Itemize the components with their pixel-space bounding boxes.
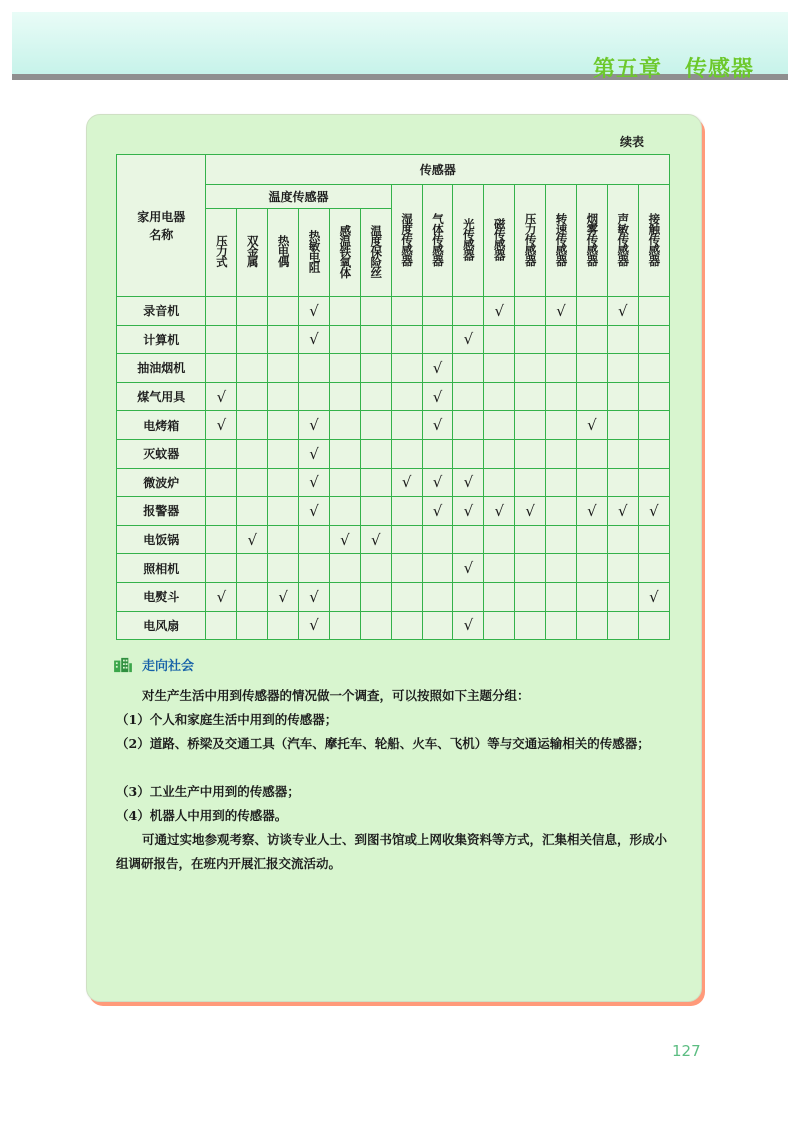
table-cell <box>360 611 391 640</box>
table-cell <box>638 554 669 583</box>
check-mark: √ <box>463 559 474 578</box>
column-header <box>638 185 669 297</box>
table-cell <box>299 554 330 583</box>
page-number: 127 <box>672 1042 701 1060</box>
table-cell <box>515 497 546 526</box>
check-mark: √ <box>340 530 350 549</box>
table-cell <box>515 439 546 468</box>
check-mark: √ <box>309 330 319 349</box>
table-cell <box>607 497 638 526</box>
table-caption: 续表 <box>620 135 645 149</box>
table-cell <box>299 439 330 468</box>
check-mark: √ <box>309 501 319 520</box>
table-cell <box>206 497 237 526</box>
table-cell <box>484 411 515 440</box>
table-cell <box>484 325 515 354</box>
page-header <box>12 12 788 80</box>
building-icon <box>112 657 134 673</box>
table-cell <box>299 411 330 440</box>
check-mark: √ <box>617 301 628 320</box>
check-mark: √ <box>216 587 227 606</box>
check-mark: √ <box>494 301 505 320</box>
table-cell <box>237 468 268 497</box>
table-cell <box>329 354 360 383</box>
check-mark: √ <box>432 416 443 435</box>
table-cell <box>360 439 391 468</box>
table-cell <box>515 297 546 326</box>
column-header-label: 湿度传感器 <box>400 212 415 266</box>
table-cell <box>391 297 422 326</box>
column-header <box>607 185 638 297</box>
society-item-1: （1）个人和家庭生活中用到的传感器； <box>116 712 338 727</box>
table-cell <box>546 411 577 440</box>
table-cell <box>576 611 607 640</box>
check-mark: √ <box>432 473 443 492</box>
column-header-label: 压力式 <box>214 235 229 267</box>
table-row <box>117 525 670 554</box>
table-cell <box>206 611 237 640</box>
check-mark: √ <box>587 501 597 520</box>
table-cell <box>422 554 453 583</box>
appliance-name: 录音机 <box>117 297 206 326</box>
check-mark: √ <box>309 301 319 320</box>
table-cell <box>484 582 515 611</box>
table-cell <box>329 382 360 411</box>
table-cell <box>422 439 453 468</box>
table-cell <box>576 497 607 526</box>
appliance-name: 计算机 <box>117 325 206 354</box>
check-mark: √ <box>556 301 566 320</box>
table-cell <box>453 354 484 383</box>
table-cell <box>329 525 360 554</box>
corner-header <box>117 155 206 297</box>
column-header <box>422 185 453 297</box>
table-cell <box>484 382 515 411</box>
table-cell <box>484 297 515 326</box>
table-cell <box>206 297 237 326</box>
column-header-label: 磁传感器 <box>492 218 507 260</box>
table-cell <box>453 611 484 640</box>
table-cell <box>329 439 360 468</box>
check-mark: √ <box>463 330 474 349</box>
table-cell <box>422 411 453 440</box>
check-mark: √ <box>617 501 628 520</box>
table-cell <box>237 325 268 354</box>
table-cell <box>299 497 330 526</box>
appliance-name: 灭蚊器 <box>117 439 206 468</box>
table-cell <box>206 525 237 554</box>
table-cell <box>206 325 237 354</box>
table-cell <box>206 439 237 468</box>
table-cell <box>391 468 422 497</box>
table-cell <box>329 297 360 326</box>
table-cell <box>576 439 607 468</box>
appliance-name: 电烤箱 <box>117 411 206 440</box>
table-cell <box>515 354 546 383</box>
table-cell <box>453 525 484 554</box>
table-cell <box>237 354 268 383</box>
table-cell <box>360 382 391 411</box>
table-cell <box>237 582 268 611</box>
table-cell <box>237 525 268 554</box>
column-header <box>329 209 360 297</box>
column-header-label: 双金属 <box>245 235 260 267</box>
table-cell <box>453 411 484 440</box>
table-row <box>117 354 670 383</box>
table-cell <box>268 354 299 383</box>
column-header <box>515 185 546 297</box>
table-cell <box>453 325 484 354</box>
table-cell <box>453 468 484 497</box>
column-header <box>237 209 268 297</box>
table-cell <box>638 582 669 611</box>
column-header <box>576 185 607 297</box>
column-header-label: 气体传感器 <box>431 212 445 266</box>
table-row <box>117 411 670 440</box>
column-header-label: 接触传感器 <box>647 212 662 266</box>
table-cell <box>546 382 577 411</box>
table-cell <box>515 582 546 611</box>
table-cell <box>237 497 268 526</box>
table-cell <box>422 297 453 326</box>
table-cell <box>484 468 515 497</box>
table-cell <box>299 525 330 554</box>
table-row <box>117 382 670 411</box>
table-cell <box>391 411 422 440</box>
column-header <box>360 209 391 297</box>
column-header-label: 转速传感器 <box>554 212 569 266</box>
table-cell <box>546 468 577 497</box>
table-cell <box>607 439 638 468</box>
corner-label: 家用电器名称 <box>137 209 186 242</box>
table-cell <box>546 354 577 383</box>
table-cell <box>453 582 484 611</box>
check-mark: √ <box>463 501 474 520</box>
table-cell <box>391 582 422 611</box>
table-cell <box>422 468 453 497</box>
check-mark: √ <box>309 616 319 635</box>
table-cell <box>607 611 638 640</box>
table-cell <box>268 325 299 354</box>
table-row <box>117 325 670 354</box>
table-cell <box>576 554 607 583</box>
table-cell <box>391 325 422 354</box>
table-cell <box>237 382 268 411</box>
table-cell <box>422 382 453 411</box>
table-cell <box>268 297 299 326</box>
table-cell <box>515 554 546 583</box>
table-cell <box>576 297 607 326</box>
table-cell <box>515 325 546 354</box>
check-mark: √ <box>525 501 535 520</box>
table-cell <box>206 354 237 383</box>
table-cell <box>607 325 638 354</box>
table-cell <box>206 554 237 583</box>
appliance-name: 电风扇 <box>117 611 206 640</box>
table-cell <box>360 582 391 611</box>
table-row <box>117 439 670 468</box>
society-item-3: （3）工业生产中用到的传感器； <box>116 784 300 799</box>
table-cell <box>576 525 607 554</box>
column-header <box>546 185 577 297</box>
appliance-name: 照相机 <box>117 554 206 583</box>
check-mark: √ <box>247 530 258 549</box>
table-cell <box>546 325 577 354</box>
table-cell <box>638 497 669 526</box>
table-cell <box>391 611 422 640</box>
sensor-table <box>116 154 670 640</box>
society-intro: 对生产生活中用到传感器的情况做一个调查，可以按照如下主题分组： <box>142 688 530 703</box>
table-cell <box>546 582 577 611</box>
check-mark: √ <box>370 530 381 549</box>
temp-sensor-header: 温度传感器 <box>206 185 391 209</box>
check-mark: √ <box>309 587 319 606</box>
column-header <box>299 209 330 297</box>
table-row <box>117 554 670 583</box>
table-cell <box>422 582 453 611</box>
appliance-name: 抽油烟机 <box>117 354 206 383</box>
check-mark: √ <box>649 501 659 520</box>
column-header-label: 光传感器 <box>461 218 476 260</box>
table-cell <box>237 439 268 468</box>
table-cell <box>546 439 577 468</box>
table-cell <box>638 382 669 411</box>
table-cell <box>607 554 638 583</box>
table-row <box>117 611 670 640</box>
table-cell <box>360 468 391 497</box>
table-cell <box>329 554 360 583</box>
table-cell <box>329 468 360 497</box>
column-header <box>484 185 515 297</box>
table-cell <box>484 525 515 554</box>
table-row <box>117 582 670 611</box>
table-cell <box>268 497 299 526</box>
table-cell <box>329 497 360 526</box>
table-cell <box>391 525 422 554</box>
table-row <box>117 297 670 326</box>
table-cell <box>360 554 391 583</box>
table-cell <box>638 439 669 468</box>
table-cell <box>546 611 577 640</box>
table-cell <box>607 468 638 497</box>
table-cell <box>329 325 360 354</box>
table-cell <box>268 611 299 640</box>
table-cell <box>607 354 638 383</box>
table-cell <box>237 297 268 326</box>
table-cell <box>299 354 330 383</box>
appliance-name: 电饭锅 <box>117 525 206 554</box>
table-cell <box>391 354 422 383</box>
table-cell <box>206 582 237 611</box>
table-cell <box>237 411 268 440</box>
table-cell <box>268 439 299 468</box>
table-cell <box>391 497 422 526</box>
table-cell <box>299 468 330 497</box>
table-cell <box>607 411 638 440</box>
table-cell <box>484 554 515 583</box>
check-mark: √ <box>216 387 227 406</box>
sensor-group-header: 传感器 <box>206 155 670 185</box>
table-cell <box>360 325 391 354</box>
check-mark: √ <box>309 473 319 492</box>
table-cell <box>515 411 546 440</box>
table-cell <box>299 297 330 326</box>
check-mark: √ <box>432 358 443 377</box>
table-cell <box>299 611 330 640</box>
column-header-label: 热电偶 <box>276 235 291 267</box>
table-cell <box>546 554 577 583</box>
check-mark: √ <box>278 587 288 606</box>
column-header <box>391 185 422 297</box>
appliance-name: 报警器 <box>117 497 206 526</box>
check-mark: √ <box>494 501 505 520</box>
table-cell <box>360 297 391 326</box>
table-cell <box>422 611 453 640</box>
table-cell <box>484 354 515 383</box>
column-header <box>453 185 484 297</box>
table-cell <box>391 554 422 583</box>
society-item-2: （2）道路、桥梁及交通工具（汽车、摩托车、轮船、火车、飞机）等与交通运输相关的传感器； <box>116 736 650 751</box>
table-cell <box>453 382 484 411</box>
table-cell <box>484 439 515 468</box>
table-cell <box>515 611 546 640</box>
column-header <box>268 209 299 297</box>
table-cell <box>391 439 422 468</box>
appliance-name: 电熨斗 <box>117 582 206 611</box>
table-cell <box>268 411 299 440</box>
table-cell <box>546 497 577 526</box>
table-row <box>117 497 670 526</box>
column-header-label: 烟雾传感器 <box>585 212 600 266</box>
appliance-name: 煤气用具 <box>117 382 206 411</box>
table-cell <box>360 354 391 383</box>
column-header-label: 温度保险丝 <box>369 224 384 278</box>
table-cell <box>422 354 453 383</box>
table-cell <box>206 382 237 411</box>
table-cell <box>638 411 669 440</box>
table-cell <box>422 525 453 554</box>
table-cell <box>422 497 453 526</box>
table-cell <box>453 497 484 526</box>
table-cell <box>329 582 360 611</box>
table-cell <box>638 354 669 383</box>
check-mark: √ <box>309 444 319 463</box>
check-mark: √ <box>309 416 319 435</box>
table-cell <box>360 411 391 440</box>
table-cell <box>607 525 638 554</box>
table-cell <box>576 468 607 497</box>
table-cell <box>237 554 268 583</box>
table-cell <box>638 325 669 354</box>
table-cell <box>268 582 299 611</box>
table-cell <box>422 325 453 354</box>
table-cell <box>515 525 546 554</box>
column-header <box>206 209 237 297</box>
table-cell <box>299 382 330 411</box>
table-cell <box>638 525 669 554</box>
table-cell <box>299 582 330 611</box>
check-mark: √ <box>463 473 474 492</box>
society-closing: 可通过实地参观考察、访谈专业人士、到图书馆或上网收集资料等方式，汇集相关信息，形成小组调研报告，在班内开展汇报交流活动。 <box>116 832 668 871</box>
table-cell <box>576 582 607 611</box>
table-row <box>117 468 670 497</box>
table-cell <box>576 354 607 383</box>
table-cell <box>607 382 638 411</box>
table-cell <box>576 325 607 354</box>
check-mark: √ <box>216 416 227 435</box>
table-cell <box>206 411 237 440</box>
column-header-label: 声敏传感器 <box>616 212 631 266</box>
table-cell <box>453 554 484 583</box>
table-cell <box>638 468 669 497</box>
table-cell <box>329 411 360 440</box>
table-cell <box>546 525 577 554</box>
table-cell <box>268 382 299 411</box>
table-cell <box>576 411 607 440</box>
check-mark: √ <box>432 501 443 520</box>
table-cell <box>546 297 577 326</box>
check-mark: √ <box>432 387 443 406</box>
table-cell <box>638 611 669 640</box>
chapter-title: 第五章 传感器 <box>592 57 754 82</box>
table-cell <box>299 325 330 354</box>
table-cell <box>607 297 638 326</box>
table-cell <box>484 497 515 526</box>
check-mark: √ <box>587 416 597 435</box>
table-cell <box>329 611 360 640</box>
table-cell <box>453 439 484 468</box>
table-cell <box>453 297 484 326</box>
table-cell <box>268 554 299 583</box>
society-item-4: （4）机器人中用到的传感器。 <box>116 808 288 823</box>
table-cell <box>576 382 607 411</box>
table-cell <box>206 468 237 497</box>
table-cell <box>391 382 422 411</box>
table-cell <box>268 468 299 497</box>
table-cell <box>360 497 391 526</box>
appliance-name: 微波炉 <box>117 468 206 497</box>
check-mark: √ <box>649 587 659 606</box>
check-mark: √ <box>463 616 474 635</box>
table-cell <box>638 297 669 326</box>
table-cell <box>607 582 638 611</box>
society-title: 走向社会 <box>142 659 195 674</box>
table-cell <box>484 611 515 640</box>
table-cell <box>268 525 299 554</box>
society-heading <box>112 655 194 674</box>
table-cell <box>360 525 391 554</box>
table-cell <box>515 382 546 411</box>
table-cell <box>515 468 546 497</box>
column-header-label: 感温铁氧体 <box>338 224 353 278</box>
column-header-label: 压力传感器 <box>523 212 538 266</box>
table-cell <box>237 611 268 640</box>
column-header-label: 热敏电阻 <box>307 230 322 272</box>
check-mark: √ <box>401 473 412 492</box>
